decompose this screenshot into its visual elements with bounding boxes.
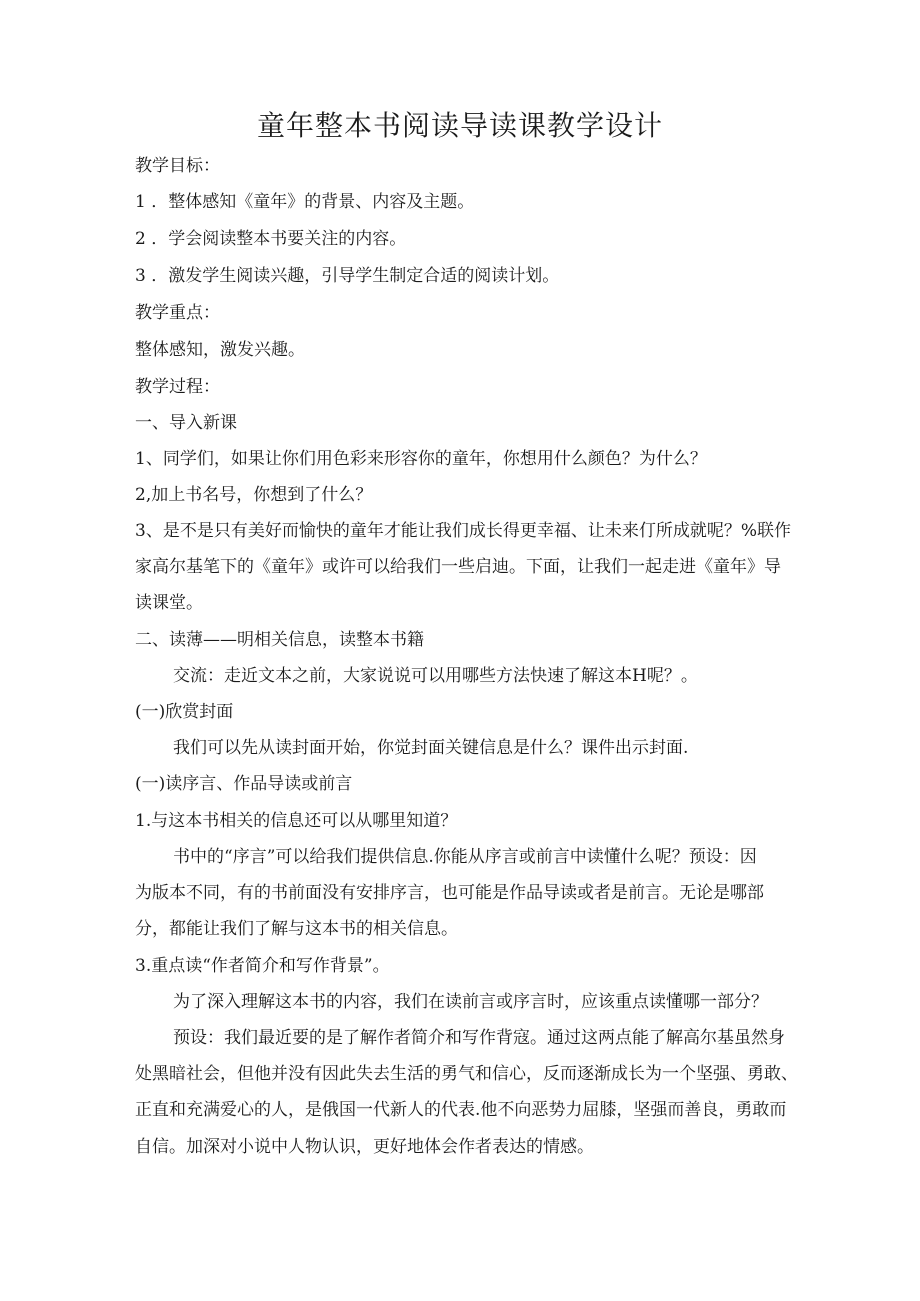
heading-key-points: 教学重点：: [135, 303, 220, 323]
paragraph-line: 3、是不是只有美好而愉快的童年才能让我们成长得更幸福、让未来仃所成就呢？%联作: [135, 521, 791, 541]
section-2-heading: 二、读薄——明相关信息，读整本书籍: [135, 630, 424, 650]
goal-item-3: 3 ．激发学生阅读兴趣，引导学生制定合适的阅读计划。: [135, 266, 560, 286]
paragraph-line: 3.重点读“作者简介和写作背景”。: [135, 956, 390, 976]
paragraph-line: 为了深入理解这本书的内容，我们在读前言或序言时，应该重点读懂哪一部分？: [173, 992, 768, 1012]
paragraph-line: 2,加上书名号，你想到了什么？: [135, 485, 373, 505]
paragraph-line: 处黑暗社会，但他并没有因此失去生活的勇气和信心，反而逐渐成长为一个坚强、勇敢、: [135, 1064, 798, 1084]
document-title: 童年整本书阅读导读课教学设计: [256, 109, 663, 142]
heading-teaching-process: 教学过程：: [135, 377, 220, 397]
paragraph-line: 书中的“序言”可以给我们提供信息.你能从序言或前言中读懂什么呢？预设：因: [173, 847, 757, 867]
paragraph-line: 为版本不同，有的书前面没有安排序言，也可能是作品导读或者是前言。无论是哪部: [135, 883, 764, 903]
goal-item-1: 1 ．整体感知《童年》的背景、内容及主题。: [135, 192, 475, 212]
goal-item-2: 2 ．学会阅读整本书要关注的内容。: [135, 229, 407, 249]
subsection-heading-cover: (一)欣赏封面: [135, 702, 234, 722]
key-points-text: 整体感知，激发兴趣。: [135, 340, 305, 360]
paragraph-line: 1、同学们，如果让你们用色彩来形容你的童年，你想用什么颜色？为什么？: [135, 449, 707, 469]
paragraph-line: 分，都能让我们了解与这本书的相关信息。: [135, 919, 458, 939]
subsection-heading-preface: (一)读序言、作品导读或前言: [135, 774, 353, 794]
paragraph-line: 预设：我们最近要的是了解作者简介和写作背寇。通过这两点能了解高尔基虽然身: [173, 1028, 785, 1048]
paragraph-line: 读课堂。: [135, 593, 203, 613]
paragraph-line: 家高尔基笔下的《童年》或许可以给我们一些启迪。下面，让我们一起走进《童年》导: [135, 557, 781, 577]
paragraph-line: 自信。加深对小说中人物认识，更好地体会作者表达的情感。: [135, 1137, 594, 1157]
heading-teaching-goals: 教学目标：: [135, 156, 220, 176]
paragraph-line: 我们可以先从读封面开始，你觉封面关键信息是什么？课件出示封面.: [173, 738, 689, 758]
paragraph-line: 正直和充满爱心的人，是俄国一代新人的代表.他不向恶势力屈膝，坚强而善良，勇敢而: [135, 1100, 787, 1120]
section-1-heading: 一、导入新课: [135, 413, 237, 433]
paragraph-line: 1.与这本书相关的信息还可以从哪里知道？: [135, 811, 458, 831]
paragraph-line: 交流：走近文本之前，大家说说可以用哪些方法快速了解这本H呢？。: [173, 666, 698, 686]
